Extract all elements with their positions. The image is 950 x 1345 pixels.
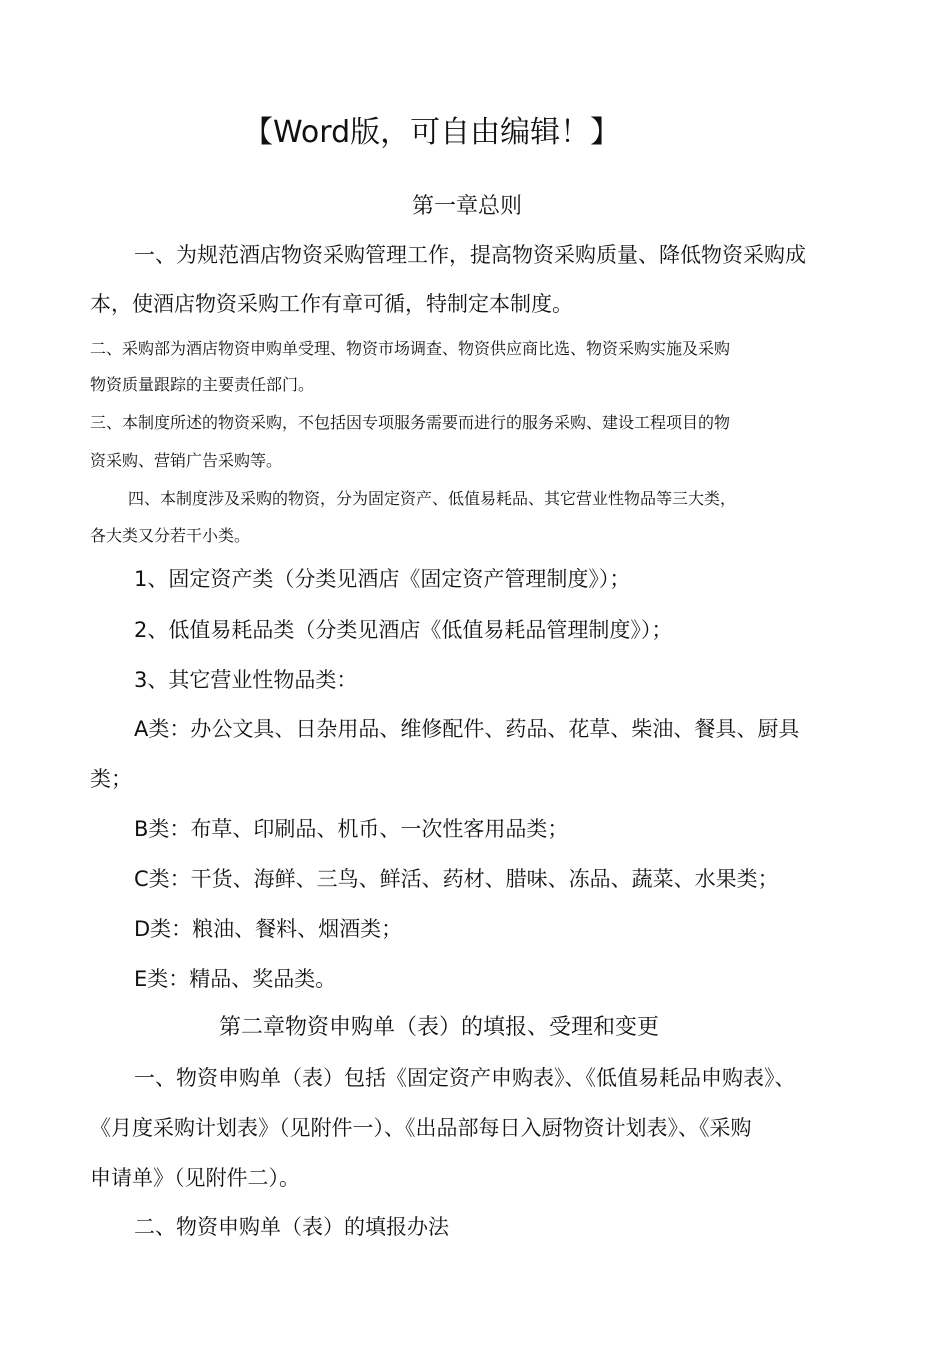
ch1-para-2-line-2: 物资质量跟踪的主要责任部门。 xyxy=(90,375,315,394)
class-e: E类：精品、奖品类。 xyxy=(134,967,337,991)
class-d: D类：粮油、餐料、烟酒类； xyxy=(134,917,403,941)
class-a-line-1: A类：办公文具、日杂用品、维修配件、药品、花草、柴油、餐具、厨具 xyxy=(134,717,800,741)
ch1-para-2-line-1: 二、采购部为酒店物资申购单受理、物资市场调查、物资供应商比选、物资采购实施及采购 xyxy=(90,339,731,358)
class-b: B类：布草、印刷品、机币、一次性客用品类； xyxy=(134,817,569,841)
ch1-para-4-line-1: 四、本制度涉及采购的物资，分为固定资产、低值易耗品、其它营业性物品等三大类， xyxy=(128,489,737,508)
ch1-para-4-line-2: 各大类又分若干小类。 xyxy=(90,526,251,545)
ch1-para-1-line-1: 一、为规范酒店物资采购管理工作，提高物资采购质量、降低物资采购成 xyxy=(134,243,806,267)
ch1-item-2: 2、低值易耗品类（分类见酒店《低值易耗品管理制度》）； xyxy=(134,618,673,642)
ch1-para-1-line-2: 本，使酒店物资采购工作有章可循，特制定本制度。 xyxy=(90,292,573,316)
ch1-para-3-line-2: 资采购、营销广告采购等。 xyxy=(90,451,283,470)
ch1-item-1: 1、固定资产类（分类见酒店《固定资产管理制度》）； xyxy=(134,567,631,591)
chapter-1-title: 第一章总则 xyxy=(412,194,523,219)
ch2-para-2: 二、物资申购单（表）的填报办法 xyxy=(134,1215,449,1239)
ch2-para-1-line-2: 《月度采购计划表》（见附件一）、《出品部每日入厨物资计划表》、《采购 xyxy=(90,1116,752,1140)
ch1-para-3-line-1: 三、本制度所述的物资采购，不包括因专项服务需要而进行的服务采购、建设工程项目的物 xyxy=(90,413,731,432)
class-a-line-2: 类； xyxy=(90,767,132,791)
ch1-item-3: 3、其它营业性物品类： xyxy=(134,668,358,692)
editable-banner: 【Word版，可自由编辑！】 xyxy=(243,115,621,150)
class-c: C类：干货、海鲜、三鸟、鲜活、药材、腊味、冻品、蔬菜、水果类； xyxy=(134,867,779,891)
ch2-para-1-line-3: 申请单》（见附件二）。 xyxy=(90,1166,300,1190)
chapter-2-title: 第二章物资申购单（表）的填报、受理和变更 xyxy=(219,1015,660,1040)
ch2-para-1-line-1: 一、物资申购单（表）包括《固定资产申购表》、《低值易耗品申购表》、 xyxy=(134,1066,796,1090)
